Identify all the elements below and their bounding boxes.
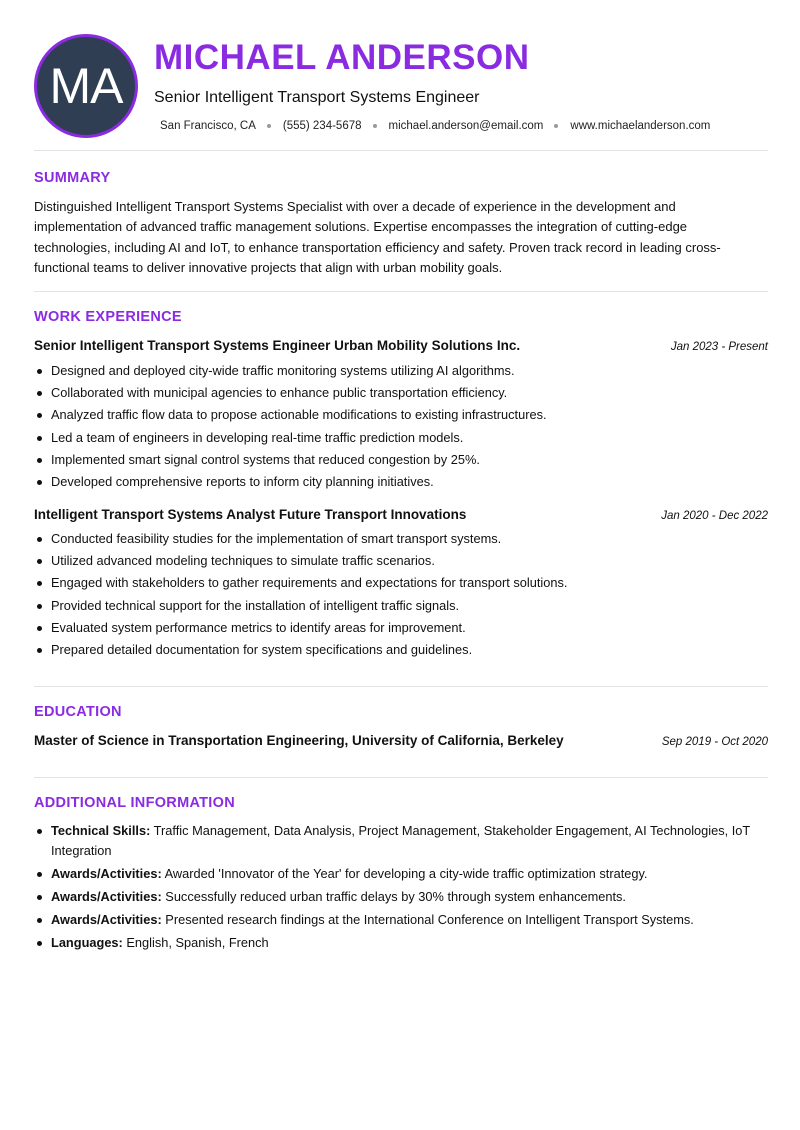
list-item: Developed comprehensive reports to inform city planning initiatives. [34, 472, 768, 494]
avatar [34, 34, 138, 138]
job-bullet-list [34, 529, 768, 662]
item-label: Languages: [51, 934, 123, 950]
list-item [34, 910, 768, 930]
bullet-separator [554, 124, 558, 128]
additional-list [34, 821, 768, 956]
list-item [34, 821, 768, 860]
list-item [34, 933, 768, 953]
list-item: Evaluated system performance metrics to identify areas for improvement. [34, 618, 768, 640]
summary-text: Distinguished Intelligent Transport Systems Specialist with over a decade of experience in the development and implementation of advanced traffic management solutions. Expertise encompasses the integration of cutting-edge technologies, including AI and IoT, to enhance transportation efficiency and safety. Proven track record in leading cross-functional teams to deliver innovative projects that align with urban mobility goals. [34, 199, 721, 275]
list-item: Implemented smart signal control systems that reduced congestion by 25%. [34, 450, 768, 472]
item-label: Awards/Activities: [51, 888, 162, 904]
list-item [34, 887, 768, 907]
item-text: Presented research findings at the International Conference on Intelligent Transport Systems. [165, 911, 694, 927]
resume-header [34, 34, 768, 138]
contact-website[interactable]: www.michaelanderson.com [570, 120, 711, 132]
job-dates: Jan 2020 - Dec 2022 [661, 510, 768, 522]
list-item: Led a team of engineers in developing real-time traffic prediction models. [34, 428, 768, 450]
list-item: Provided technical support for the installation of intelligent traffic signals. [34, 596, 768, 618]
list-item: Collaborated with municipal agencies to enhance public transportation efficiency. [34, 383, 768, 405]
contact-email[interactable]: michael.anderson@email.com [388, 120, 544, 132]
summary-heading: SUMMARY [34, 170, 111, 186]
contact-line [160, 120, 710, 132]
education-entry [34, 733, 768, 748]
job-bullet-list [34, 361, 768, 494]
list-item: Prepared detailed documentation for system specifications and guidelines. [34, 640, 768, 662]
job-header [34, 507, 768, 522]
section-divider [34, 291, 768, 292]
section-divider [34, 150, 768, 151]
list-item [34, 864, 768, 884]
job-role: Senior Intelligent Transport Systems Engineer Urban Mobility Solutions Inc. [34, 338, 521, 353]
education-heading: EDUCATION [34, 704, 122, 720]
candidate-name: MICHAEL ANDERSON [154, 38, 530, 77]
bullet-separator [373, 124, 377, 128]
contact-location: San Francisco, CA [160, 120, 256, 132]
job-dates: Jan 2023 - Present [670, 341, 768, 353]
additional-heading: ADDITIONAL INFORMATION [34, 795, 235, 811]
job-role: Intelligent Transport Systems Analyst Future Transport Innovations [34, 507, 467, 522]
avatar-initials: MA [49, 58, 123, 114]
item-label: Awards/Activities: [51, 911, 162, 927]
contact-phone[interactable]: (555) 234-5678 [282, 120, 362, 132]
item-text: Awarded 'Innovator of the Year' for developing a city-wide traffic optimization strategy. [164, 865, 648, 881]
bullet-separator [267, 124, 271, 128]
experience-heading: WORK EXPERIENCE [34, 309, 182, 325]
section-divider [34, 686, 768, 687]
list-item: Engaged with stakeholders to gather requirements and expectations for transport solutions. [34, 573, 768, 595]
item-text: English, Spanish, French [126, 934, 269, 950]
candidate-title: Senior Intelligent Transport Systems Engineer [154, 89, 480, 106]
item-label: Technical Skills: [51, 823, 151, 838]
item-text: Successfully reduced urban traffic delays by 30% through system enhancements. [165, 888, 626, 904]
section-divider [34, 777, 768, 778]
list-item: Conducted feasibility studies for the implementation of smart transport systems. [34, 529, 768, 551]
item-text: Traffic Management, Data Analysis, Project Management, Stakeholder Engagement, AI Technologies, IoT Integration [51, 823, 751, 858]
list-item: Analyzed traffic flow data to propose actionable modifications to existing infrastructures. [34, 405, 768, 427]
education-dates: Sep 2019 - Oct 2020 [661, 736, 768, 748]
list-item: Designed and deployed city-wide traffic monitoring systems utilizing AI algorithms. [34, 361, 768, 383]
education-degree: Master of Science in Transportation Engineering, University of California, Berkeley [34, 733, 564, 748]
job-header [34, 338, 768, 353]
list-item: Utilized advanced modeling techniques to simulate traffic scenarios. [34, 551, 768, 573]
item-label: Awards/Activities: [51, 865, 162, 881]
